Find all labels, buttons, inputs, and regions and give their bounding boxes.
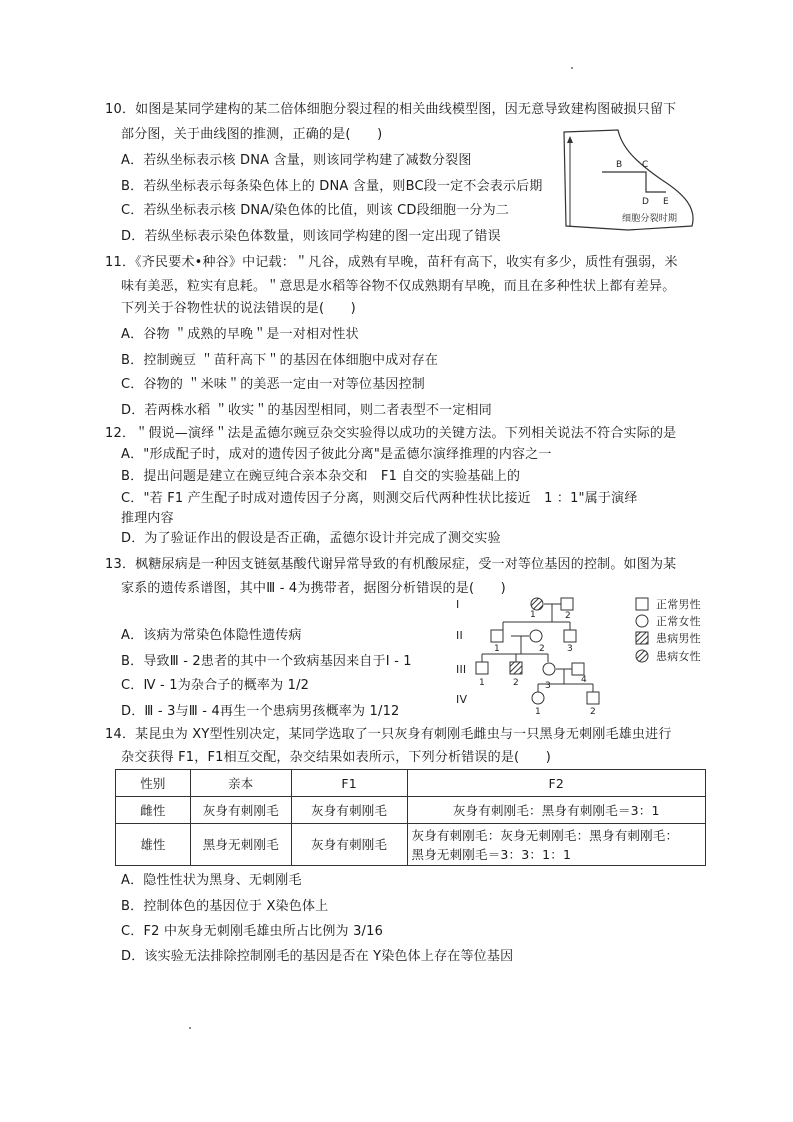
num-iii-1: 1 <box>479 678 485 688</box>
num-iii-4: 4 <box>581 675 587 685</box>
legend-affected-male: 患病男性 <box>656 632 701 645</box>
q11-option-d[interactable]: D．若两株水稻 ＂收实＂的基因型相同，则二者表型不一定相同 <box>121 403 492 418</box>
legend-affected-female: 患病女性 <box>656 650 701 663</box>
point-e: E <box>663 197 669 207</box>
iv-2-normal-male <box>587 692 599 704</box>
q12-option-b[interactable]: B．提出问题是建立在豌豆纯合亲本杂交和 F1 自交的实验基础上的 <box>121 469 521 484</box>
cell-female-sex: 雌性 <box>116 797 191 824</box>
ii-2-normal-female <box>530 630 542 642</box>
q14-option-b[interactable]: B．控制体色的基因位于 X染色体上 <box>121 899 329 914</box>
table-row <box>116 797 706 824</box>
q12-option-c-line1[interactable]: C．"若 F1 产生配子时成对遗传因子分离，则测交后代两种性状比接近 1 ：1"属于演绎 <box>121 491 638 506</box>
cell-male-f2-line1: 灰身有刺刚毛：灰身无刺刚毛：黑身有刺刚毛： <box>411 827 679 843</box>
num-iii-2: 2 <box>513 678 519 688</box>
q13-option-a[interactable]: A．该病为常染色体隐性遗传病 <box>121 628 302 643</box>
q10-option-a[interactable]: A．若纵坐标表示核 DNA 含量，则该同学构建了减数分裂图 <box>121 153 472 168</box>
legend-affected-male-symbol <box>636 632 648 644</box>
q14-option-d[interactable]: D．该实验无法排除控制刚毛的基因是否在 Y染色体上存在等位基因 <box>121 949 514 964</box>
q11-stem-line3: 下列关于谷物性状的说法错误的是( ) <box>121 301 356 316</box>
q13-option-b[interactable]: B．导致Ⅲ - 2患者的其中一个致病基因来自于Ⅰ - 1 <box>121 654 412 669</box>
num-i-2: 2 <box>565 611 571 621</box>
table-row <box>116 824 706 866</box>
iii-3-normal-female <box>543 663 555 675</box>
legend-normal-male-symbol <box>636 598 648 610</box>
q10-curve-figure <box>562 128 702 234</box>
iii-4-normal-male <box>572 663 584 675</box>
q14-stem-line2: 杂交获得 F1，F1相互交配，杂交结果如表所示，下列分析错误的是( ) <box>121 750 551 765</box>
q10-option-b[interactable]: B．若纵坐标表示每条染色体上的 DNA 含量，则BC段一定不会表示后期 <box>121 179 543 194</box>
iii-1-normal-male <box>476 662 488 674</box>
scan-dot <box>189 1027 191 1029</box>
x-axis-label: 细胞分裂时期 <box>622 214 678 224</box>
scan-dot <box>571 67 573 69</box>
cell-male-sex: 雄性 <box>116 824 191 866</box>
q11-option-b[interactable]: B．控制豌豆 ＂苗秆高下＂的基因在体细胞中成对存在 <box>121 353 439 368</box>
cell-male-f2 <box>407 824 706 866</box>
cell-male-parent: 黑身无刺刚毛 <box>190 824 291 866</box>
header-sex: 性别 <box>116 770 191 797</box>
legend-normal-female-symbol <box>636 615 648 627</box>
q13-stem-line2: 家系的遗传系谱图，其中Ⅲ - 4为携带者，据图分析错误的是( ) <box>121 581 506 596</box>
header-f1: F1 <box>291 770 407 797</box>
q11-stem-line2: 味有美恶，粒实有息耗。＂意思是水稻等谷物不仅成熟期有早晚，而且在多种性状上都有差异。 <box>121 279 676 294</box>
num-i-1: 1 <box>530 610 536 620</box>
q10-option-d[interactable]: D．若纵坐标表示染色体数量，则该同学构建的图一定出现了错误 <box>121 229 501 244</box>
q13-option-d[interactable]: D．Ⅲ - 3与Ⅲ - 4再生一个患病男孩概率为 1/12 <box>121 704 400 719</box>
q12-option-a[interactable]: A．"形成配子时，成对的遗传因子彼此分离"是孟德尔演绎推理的内容之一 <box>121 447 552 462</box>
ii-3-normal-male <box>564 630 576 642</box>
cell-male-f1: 灰身有刺刚毛 <box>291 824 407 866</box>
table-header-row <box>116 770 706 797</box>
q14-stem-line1: 14．某昆虫为 XY型性别决定，某同学选取了一只灰身有刺刚毛雌虫与一只黑身无刺刚毛雄虫进行 <box>105 727 672 742</box>
num-iv-1: 1 <box>535 707 541 716</box>
q13-stem-line1: 13．枫糖尿病是一种因支链氨基酸代谢异常导致的有机酸尿症，受一对等位基因的控制。如图为某 <box>105 557 677 572</box>
num-iii-3: 3 <box>545 681 551 691</box>
cell-female-f2: 灰身有刺刚毛：黑身有刺刚毛＝3：1 <box>407 797 706 824</box>
pedigree-chart <box>448 592 718 716</box>
i-2-normal-male <box>561 598 573 610</box>
iii-2-affected-male <box>510 662 522 674</box>
q13-option-c[interactable]: C．Ⅳ - 1为杂合子的概率为 1/2 <box>121 678 310 693</box>
q11-option-a[interactable]: A．谷物 ＂成熟的早晚＂是一对相对性状 <box>121 327 359 342</box>
cross-results-table <box>115 769 706 866</box>
ii-1-normal-male <box>491 630 503 642</box>
header-parent: 亲本 <box>190 770 291 797</box>
legend-normal-female: 正常女性 <box>656 615 701 628</box>
gen-label-i: I <box>456 598 460 611</box>
q10-stem-line1: 10．如图是某同学建构的某二倍体细胞分裂过程的相关曲线模型图，因无意导致建构图破损只留下 <box>105 102 677 117</box>
q14-option-c[interactable]: C．F2 中灰身无刺刚毛雄虫所占比例为 3/16 <box>121 924 384 939</box>
num-ii-2: 2 <box>539 644 545 654</box>
num-ii-3: 3 <box>567 644 573 654</box>
gen-label-iii: III <box>456 663 467 676</box>
point-b: B <box>616 160 623 170</box>
q10-option-c[interactable]: C．若纵坐标表示核 DNA/染色体的比值，则该 CD段细胞一分为二 <box>121 203 510 218</box>
q10-stem-line2: 部分图，关于曲线图的推测，正确的是( ) <box>121 127 383 142</box>
q11-stem-line1: 11．《齐民要术•种谷》中记载：＂凡谷，成熟有早晚，苗秆有高下，收实有多少，质性有强弱，米 <box>105 255 678 270</box>
cell-male-f2-line2: 黑身无刺刚毛＝3：3：1：1 <box>411 846 572 862</box>
iv-1-normal-female <box>532 692 544 704</box>
header-f2: F2 <box>407 770 706 797</box>
legend-affected-female-symbol <box>636 650 648 662</box>
num-iv-2: 2 <box>590 707 596 716</box>
q12-option-c-line2: 推理内容 <box>121 511 174 526</box>
q12-stem: 12．＂假说—演绎＂法是孟德尔豌豆杂交实验得以成功的关键方法。下列相关说法不符合实际的是 <box>105 426 677 441</box>
gen-label-ii: II <box>456 629 463 642</box>
q14-option-a[interactable]: A．隐性性状为黑身、无刺刚毛 <box>121 873 302 888</box>
point-c: C <box>642 160 649 170</box>
i-1-affected-female <box>531 598 543 610</box>
q12-option-d[interactable]: D．为了验证作出的假设是否正确，孟德尔设计并完成了测交实验 <box>121 531 501 546</box>
cell-female-parent: 灰身有刺刚毛 <box>190 797 291 824</box>
gen-label-iv: IV <box>456 693 468 706</box>
cell-female-f1: 灰身有刺刚毛 <box>291 797 407 824</box>
num-ii-1: 1 <box>494 644 500 654</box>
point-d: D <box>642 197 650 207</box>
legend-normal-male: 正常男性 <box>656 598 701 611</box>
q11-option-c[interactable]: C．谷物的 ＂米味＂的美恶一定由一对等位基因控制 <box>121 377 426 392</box>
